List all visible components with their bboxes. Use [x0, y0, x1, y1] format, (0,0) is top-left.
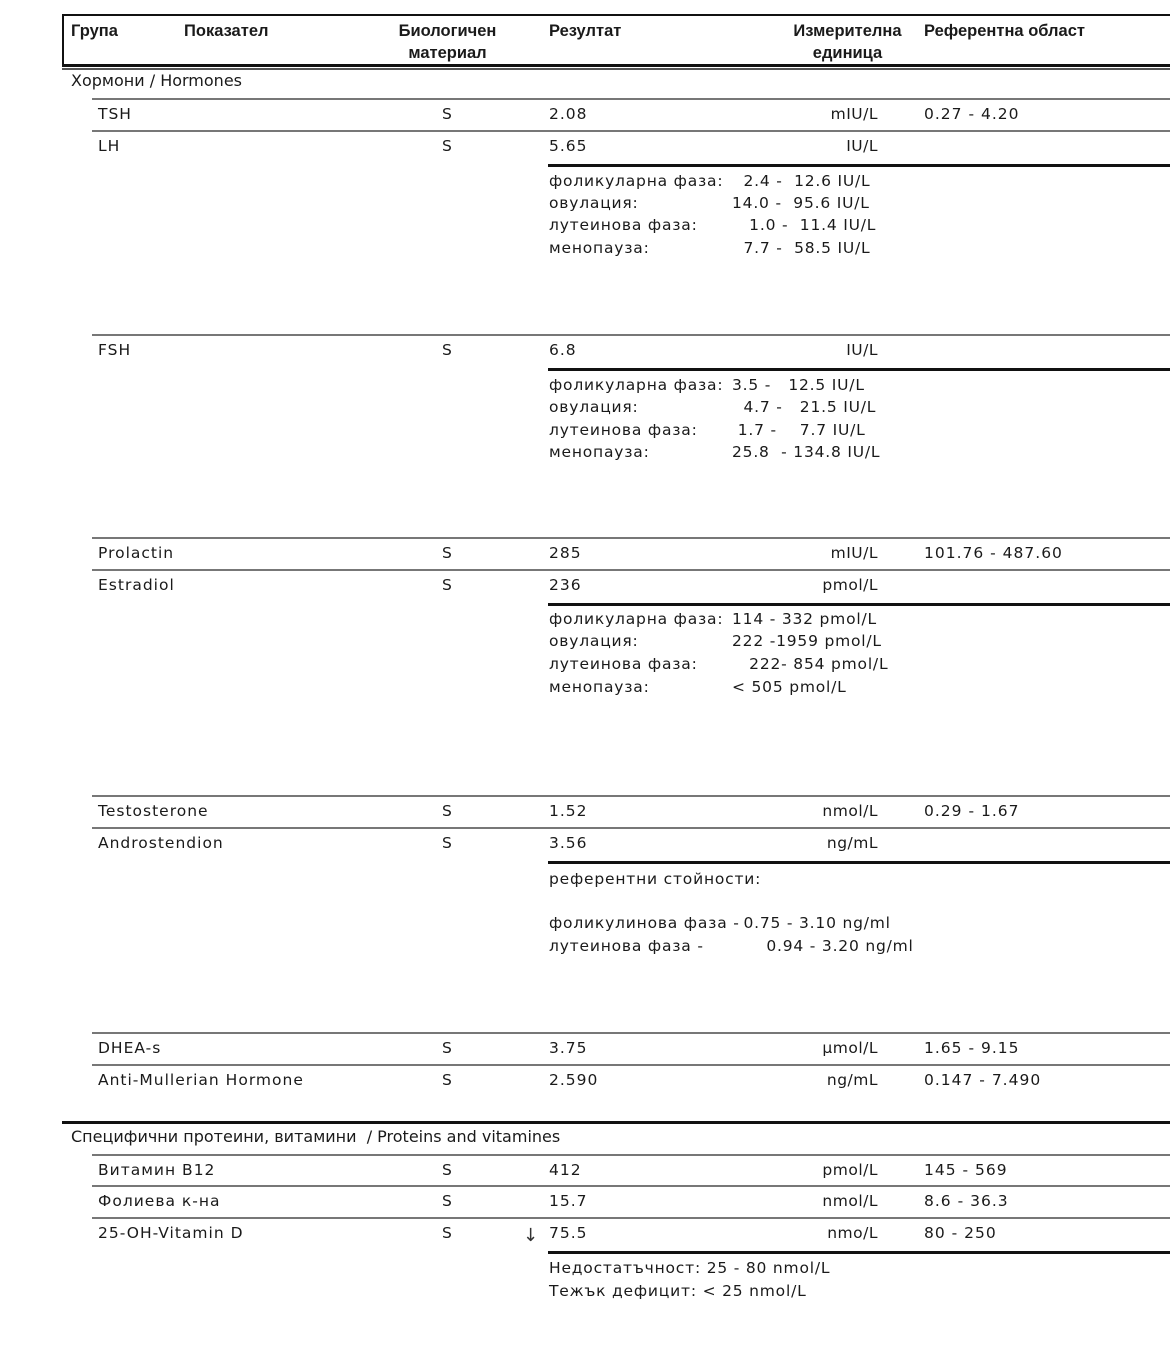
notes-divider [548, 368, 1170, 371]
row-material: S [442, 576, 453, 594]
header-unit-l1: Измерителна [793, 22, 902, 40]
notes-divider [548, 861, 1170, 864]
note-label: фоликуларна фаза: [549, 376, 724, 394]
reference-note [549, 610, 877, 628]
row-unit: pmol/L [822, 576, 878, 594]
note-value: 3.5 - 12.5 IU/L [732, 376, 865, 394]
reference-note [549, 1259, 830, 1277]
row-reference: 1.65 - 9.15 [924, 1039, 1020, 1057]
row-result: 285 [549, 544, 582, 562]
reference-note [549, 1282, 807, 1300]
table-row [92, 1064, 1170, 1098]
note-label: лутеинова фаза: [549, 421, 698, 439]
reference-note [549, 678, 847, 696]
row-indicator: Фолиева к-на [98, 1192, 221, 1210]
row-material: S [442, 1192, 453, 1210]
note-label: овулация: [549, 398, 639, 416]
header-unit-l2: единица [812, 44, 883, 62]
row-material: S [442, 137, 453, 155]
reference-note [549, 421, 866, 439]
section-title-hormones: Хормони / Hormones [71, 71, 242, 90]
reference-note [549, 194, 870, 212]
reference-note [549, 914, 891, 932]
row-unit: mIU/L [830, 544, 878, 562]
header-unit [780, 20, 915, 64]
row-indicator: DHEA-s [98, 1039, 162, 1057]
reference-note [549, 870, 761, 888]
reference-note [549, 443, 881, 461]
row-indicator: 25-OH-Vitamin D [98, 1224, 244, 1242]
row-result: 15.7 [549, 1192, 588, 1210]
row-reference: 0.147 - 7.490 [924, 1071, 1042, 1089]
row-reference: 0.29 - 1.67 [924, 802, 1020, 820]
header-reference: Референтна област [924, 22, 1085, 40]
row-result: 236 [549, 576, 582, 594]
row-material: S [442, 105, 453, 123]
row-reference: 80 - 250 [924, 1224, 997, 1242]
row-unit: µmol/L [822, 1039, 878, 1057]
section-title-proteins: Специфични протеини, витамини / Proteins and vitamines [71, 1127, 561, 1146]
note-value: 1.0 - 11.4 IU/L [732, 216, 877, 234]
row-result: 3.56 [549, 834, 588, 852]
note-value: 14.0 - 95.6 IU/L [732, 194, 870, 212]
note-label: Недостатъчност: 25 - 80 nmol/L [549, 1259, 831, 1277]
row-result: 1.52 [549, 802, 588, 820]
notes-divider [548, 603, 1170, 606]
reference-note [549, 655, 889, 673]
table-row [92, 1154, 1170, 1188]
notes-divider [548, 164, 1170, 167]
row-unit: nmo/L [827, 1224, 878, 1242]
row-indicator: Testosterone [98, 802, 209, 820]
reference-note [549, 172, 871, 190]
row-indicator: LH [98, 137, 121, 155]
note-value: 1.7 - 7.7 IU/L [732, 421, 866, 439]
table-row [92, 1217, 1170, 1251]
table-row [92, 1185, 1170, 1219]
row-unit: IU/L [846, 137, 878, 155]
table-row [92, 537, 1170, 571]
row-indicator: FSH [98, 341, 132, 359]
row-unit: IU/L [846, 341, 878, 359]
row-indicator: Prolactin [98, 544, 175, 562]
row-reference: 101.76 - 487.60 [924, 544, 1063, 562]
note-value: 0.94 - 3.20 ng/ml [732, 937, 914, 955]
row-indicator: Anti-Mullerian Hormone [98, 1071, 304, 1089]
table-row [92, 827, 1170, 861]
header-material [380, 20, 515, 64]
note-label: референтни стойности: [549, 870, 762, 888]
row-unit: ng/mL [826, 834, 878, 852]
note-label: овулация: [549, 194, 639, 212]
row-material: S [442, 802, 453, 820]
note-label: Тежък дефицит: < 25 nmol/L [549, 1282, 807, 1300]
section-divider [62, 1121, 1170, 1124]
row-reference: 8.6 - 36.3 [924, 1192, 1009, 1210]
table-row [92, 334, 1170, 368]
header-divider [62, 64, 1170, 67]
note-label: лутеинова фаза: [549, 655, 698, 673]
reference-note [549, 398, 877, 416]
note-value: 222 -1959 pmol/L [732, 632, 882, 650]
note-value: 222- 854 pmol/L [732, 655, 889, 673]
notes-divider [548, 1251, 1170, 1254]
row-indicator: Estradiol [98, 576, 175, 594]
note-label: лутеинова фаза - [549, 937, 704, 955]
row-result: 75.5 [549, 1224, 588, 1242]
reference-note [549, 239, 871, 257]
note-label: фоликулинова фаза - [549, 914, 740, 932]
table-row [92, 130, 1170, 164]
table-row [92, 98, 1170, 132]
header-group: Група [71, 22, 118, 40]
note-value: 4.7 - 21.5 IU/L [732, 398, 877, 416]
header-material-l2: материал [408, 44, 487, 62]
reference-note [549, 632, 882, 650]
row-result: 3.75 [549, 1039, 588, 1057]
note-value: 25.8 - 134.8 IU/L [732, 443, 881, 461]
note-value: 7.7 - 58.5 IU/L [732, 239, 871, 257]
row-material: S [442, 341, 453, 359]
row-result: 5.65 [549, 137, 588, 155]
row-material: S [442, 1071, 453, 1089]
note-label: лутеинова фаза: [549, 216, 698, 234]
note-label: менопауза: [549, 443, 650, 461]
row-material: S [442, 1224, 453, 1242]
note-label: фоликуларна фаза: [549, 172, 724, 190]
row-indicator: Androstendion [98, 834, 224, 852]
header-material-l1: Биологичен [398, 22, 497, 40]
table-row [92, 795, 1170, 829]
header-indicator: Показател [184, 22, 269, 40]
row-material: S [442, 1161, 453, 1179]
row-reference: 145 - 569 [924, 1161, 1008, 1179]
row-result: 412 [549, 1161, 582, 1179]
row-unit: nmol/L [822, 802, 878, 820]
note-label: менопауза: [549, 678, 650, 696]
reference-note [549, 216, 877, 234]
row-unit: pmol/L [822, 1161, 878, 1179]
note-value: 2.4 - 12.6 IU/L [732, 172, 871, 190]
note-label: фоликуларна фаза: [549, 610, 724, 628]
row-result: 6.8 [549, 341, 577, 359]
row-reference: 0.27 - 4.20 [924, 105, 1020, 123]
row-indicator: TSH [98, 105, 132, 123]
note-label: овулация: [549, 632, 639, 650]
row-unit: ng/mL [826, 1071, 878, 1089]
row-material: S [442, 1039, 453, 1057]
note-label: менопауза: [549, 239, 650, 257]
note-value: 0.75 - 3.10 ng/ml [732, 914, 891, 932]
row-result: 2.590 [549, 1071, 599, 1089]
reference-note [549, 376, 865, 394]
reference-note [549, 937, 914, 955]
row-result: 2.08 [549, 105, 588, 123]
row-material: S [442, 544, 453, 562]
table-row [92, 1032, 1170, 1066]
note-value: < 505 pmol/L [732, 678, 847, 696]
low-flag-arrow-icon: ↓ [523, 1225, 539, 1246]
row-material: S [442, 834, 453, 852]
header-result: Резултат [549, 22, 622, 40]
row-unit: mIU/L [830, 105, 878, 123]
header-divider [62, 68, 1170, 70]
row-unit: nmol/L [822, 1192, 878, 1210]
note-value: 114 - 332 pmol/L [732, 610, 877, 628]
row-indicator: Витамин B12 [98, 1161, 216, 1179]
table-row [92, 569, 1170, 603]
